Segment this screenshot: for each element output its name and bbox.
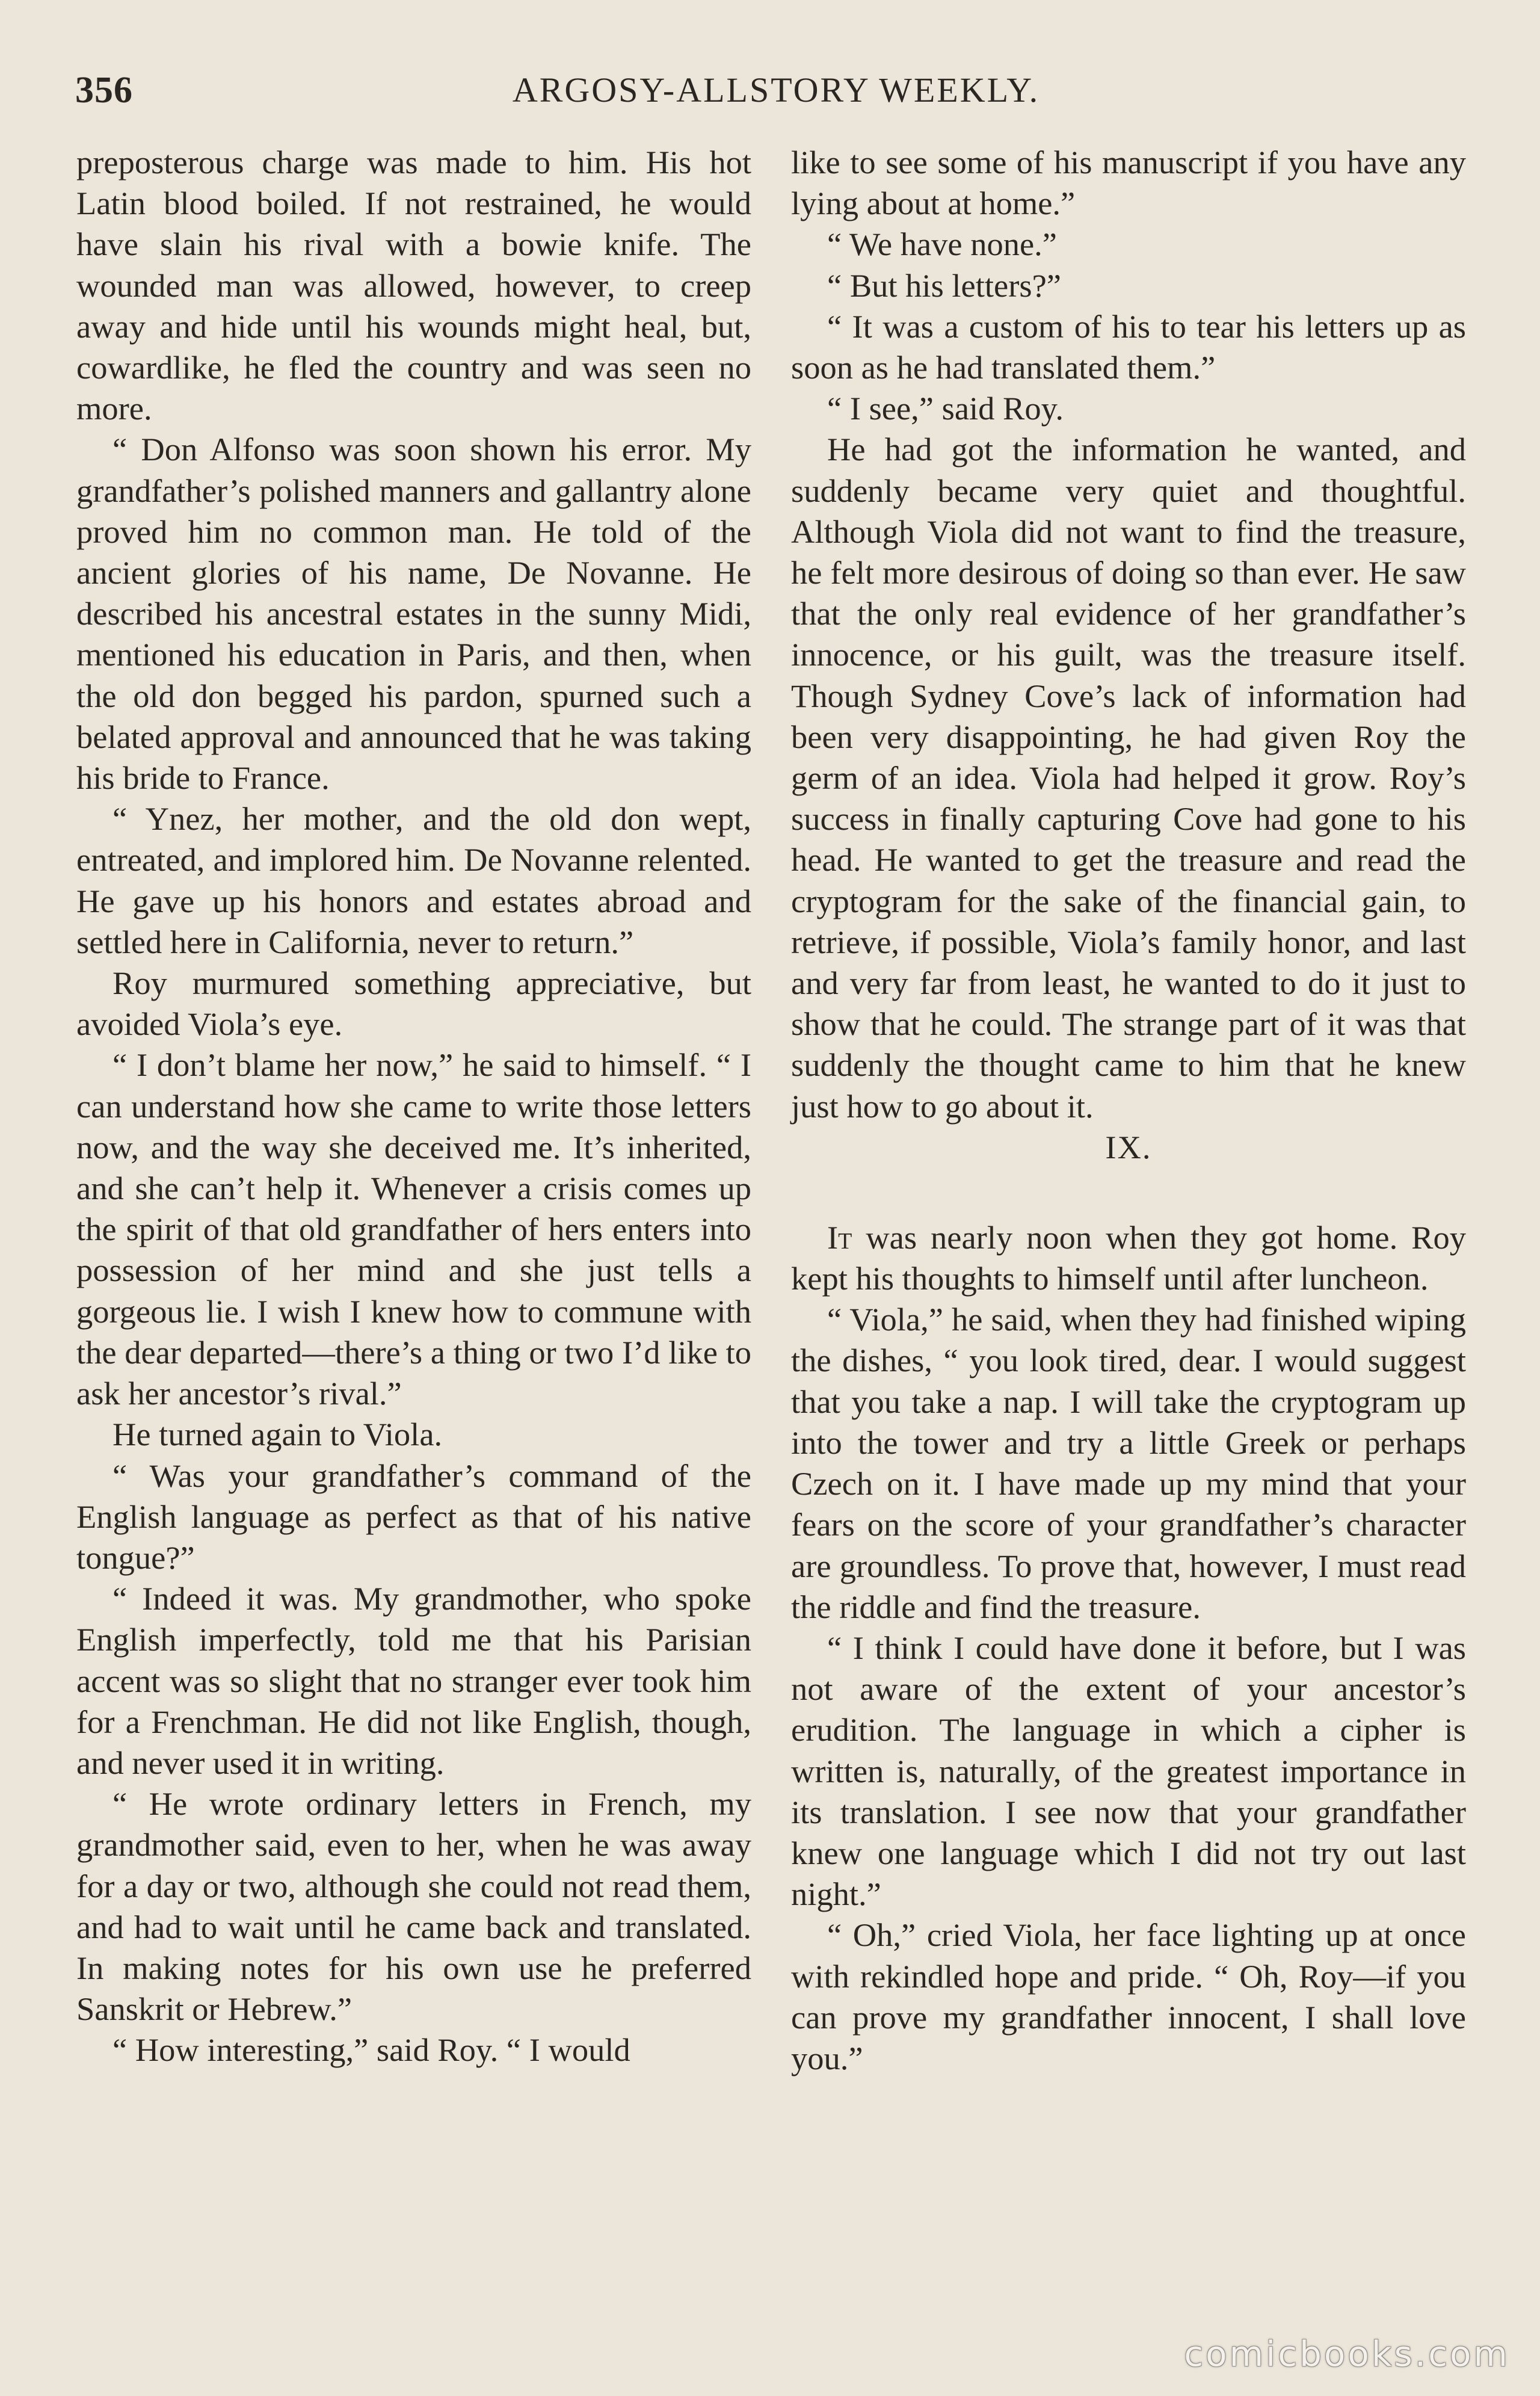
paragraph: “ Ynez, her mother, and the old don wept, entreated, and implored him. De Novanne relented. He gave up his honors and estates abroad and settled here in California, never to return.” xyxy=(76,800,751,960)
section-opening-paragraph xyxy=(791,1217,1466,1299)
paragraph: like to see some of his manuscript if you have any lying about at home.” xyxy=(791,144,1466,222)
paragraph: preposterous charge was made to him. His hot Latin blood boiled. If not restrained, he would have slain his rival with a bowie knife. The wounded man was allowed, however, to creep away and hide until his wounds might heal, but, cowardlike, he fled the country and was seen no more. xyxy=(76,144,751,427)
paragraph: “ Indeed it was. My grandmother, who spoke English imperfectly, told me that his Parisian accent was so slight that no stranger ever took him for a Frenchman. He did not like English, though, and never used it in writing. xyxy=(76,1580,751,1781)
paragraph: Roy murmured something appreciative, but avoided Viola’s eye. xyxy=(76,965,751,1043)
left-column xyxy=(76,142,751,2071)
small-caps-opening: It xyxy=(827,1218,852,1256)
paragraph: “ Was your grandfather’s command of the English language as perfect as that of his native tongue?” xyxy=(76,1457,751,1576)
running-head: ARGOSY-ALLSTORY WEEKLY. xyxy=(512,70,1040,110)
right-column xyxy=(791,142,1466,2079)
paragraph: He had got the information he wanted, and suddenly became very quiet and thoughtful. Although Viola did not want to find the treasure, he felt more desirous of doing so than ever. He saw that the only real evidence of her grandfather’s innocence, or his guilt, was the treasure itself. Though Sydney Cove’s lack of information had been very disappointing, he had given Roy the germ of an idea. Viola had helped it grow. Roy’s success in finally capturing Cove had gone to his head. He wanted to get the treasure and read the cryptogram for the sake of the financial gain, to retrieve, if possible, Viola’s family honor, and last and very far from least, he wanted to do it just to show that he could. The strange part of it was that suddenly the thought came to him that he knew just how to go about it. xyxy=(791,431,1466,1125)
paragraph: “ I think I could have done it before, but I was not aware of the extent of your ancestor’s erudition. The language in which a cipher is written is, naturally, of the greatest importance in its translation. I see now that your grandfather knew one language which I did not try out last night.” xyxy=(791,1629,1466,1913)
paragraph: “ He wrote ordinary letters in French, my grandmother said, even to her, when he was away for a day or two, although she could not read them, and had to wait until he came back and translated. In making notes for his own use he preferred Sanskrit or Hebrew.” xyxy=(76,1785,751,2028)
page-header xyxy=(75,60,1477,120)
paragraph: “ We have none.” xyxy=(827,226,1057,263)
paragraph: He turned again to Viola. xyxy=(112,1416,443,1453)
paragraph: “ How interesting,” said Roy. “ I would xyxy=(112,2031,630,2069)
paragraph: “ Viola,” he said, when they had finished wiping the dishes, “ you look tired, dear. I would suggest that you take a nap. I will take the cryptogram up into the tower and try a little Greek or perhaps Czech on it. I have made up my mind that your fears on the score of your grandfather’s character are groundless. To prove that, however, I must read the riddle and find the treasure. xyxy=(791,1301,1466,1625)
paragraph: “ But his letters?” xyxy=(827,267,1061,304)
section-heading: IX. xyxy=(1105,1128,1152,1166)
paragraph: “ Oh,” cried Viola, her face lighting up at once with rekindled hope and pride. “ Oh, Roy—if you can prove my grandfather innocent, I shall love you.” xyxy=(791,1916,1466,2076)
watermark: comicbooks.com xyxy=(1184,2333,1510,2374)
paragraph: “ It was a custom of his to tear his letters up as soon as he had translated them.” xyxy=(791,307,1466,386)
paragraph: “ I don’t blame her now,” he said to himself. “ I can understand how she came to write those letters now, and the way she deceived me. It’s inherited, and she can’t help it. Whenever a crisis comes up the spirit of that old grandfather of hers enters into possession of her mind and she just tells a gorgeous lie. I wish I knew how to commune with the dear departed—there’s a thing or two I’d like to ask her ancestor’s rival.” xyxy=(76,1046,751,1412)
page-number: 356 xyxy=(75,70,133,111)
paragraph-rest: was nearly noon when they got home. Roy kept his thoughts to himself until after luncheon. xyxy=(791,1218,1466,1297)
paragraph: “ Don Alfonso was soon shown his error. My grandfather’s polished manners and gallantry alone proved him no common man. He told of the ancient glories of his name, De Novanne. He described his ancestral estates in the sunny Midi, mentioned his education in Paris, and then, when the old don begged his pardon, spurned such a belated approval and announced that he was taking his bride to France. xyxy=(76,431,751,797)
paragraph: “ I see,” said Roy. xyxy=(827,390,1064,427)
